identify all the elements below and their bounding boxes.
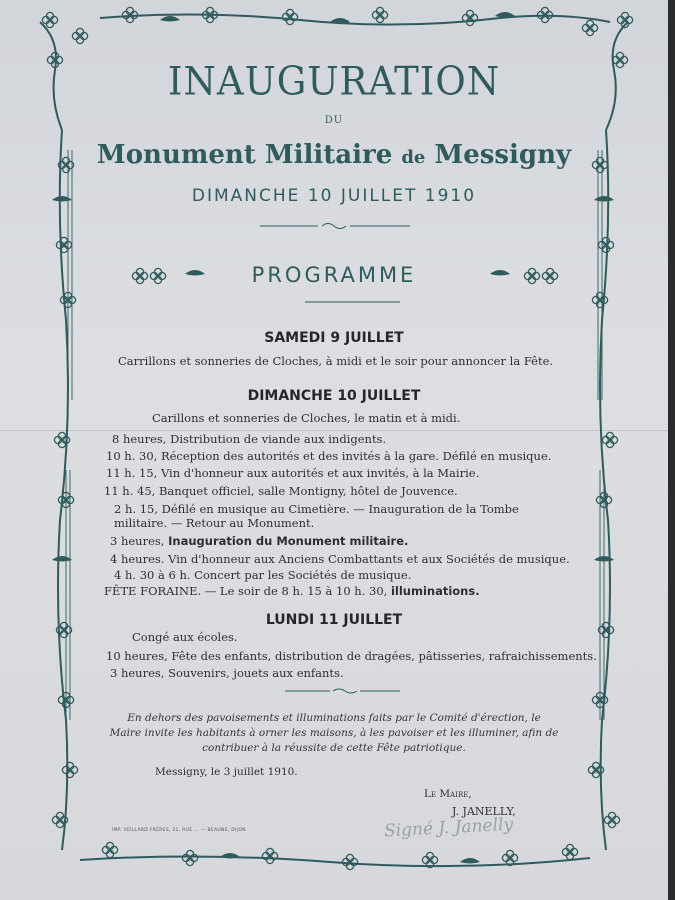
dimanche-line: 10 h. 30, Réception des autorités et des invités à la gare. Défilé en musique. <box>106 449 552 463</box>
poster-subtitle <box>0 140 668 170</box>
mayor-name: J. JANELLY, <box>452 805 516 818</box>
poster-du: DU <box>324 115 344 126</box>
programme-heading: PROGRAMME <box>251 263 417 287</box>
background-shadow <box>668 0 675 900</box>
dimanche-line: 4 heures. Vin d'honneur aux Anciens Combattants et aux Sociétés de musique. <box>110 552 570 566</box>
dateline: Messigny, le 3 juillet 1910. <box>155 766 298 778</box>
inauguration-time: 3 heures, <box>110 534 169 548</box>
dimanche-line: 8 heures, Distribution de viande aux indigents. <box>112 432 387 446</box>
dimanche-line: 2 h. 15, Défilé en musique au Cimetière. — Inauguration de la Tombe <box>114 502 519 516</box>
dimanche-line-inauguration <box>110 534 408 548</box>
lundi-line: 3 heures, Souvenirs, jouets aux enfants. <box>110 666 344 680</box>
subtitle-monument: Monument Militaire <box>96 140 402 170</box>
subtitle-de: de <box>401 147 426 168</box>
samedi-line: Carrillons et sonneries de Cloches, à midi et le soir pour annoncer la Fête. <box>118 354 554 368</box>
day-heading-samedi: SAMEDI 9 JUILLET <box>264 330 404 346</box>
printer-credit: IMP. VEILLARD FRÈRES, 21, RUE ... — BEAUNE, DIJON <box>112 828 246 833</box>
fete-foraine: FÊTE FORAINE. — Le soir de 8 h. 15 à 10 h. 30, <box>104 584 391 598</box>
dimanche-line-fete <box>104 584 480 598</box>
lundi-line: Congé aux écoles. <box>132 630 238 644</box>
dimanche-intro: Carillons et sonneries de Cloches, le matin et à midi. <box>152 411 461 425</box>
dimanche-line: 11 h. 45, Banquet officiel, salle Montigny, hôtel de Jouvence. <box>104 484 458 498</box>
subtitle-messigny: Messigny <box>425 140 572 170</box>
closing-paragraph-line: contribuer à la réussite de cette Fête patriotique. <box>202 742 466 754</box>
illuminations: illuminations. <box>390 584 480 598</box>
poster-date: DIMANCHE 10 JUILLET 1910 <box>191 186 477 206</box>
day-heading-dimanche: DIMANCHE 10 JUILLET <box>247 388 421 404</box>
lundi-line: 10 heures, Fête des enfants, distribution de dragées, pâtisseries, rafraichissements. <box>106 649 597 663</box>
day-heading-lundi: LUNDI 11 JUILLET <box>265 612 403 628</box>
dimanche-line: 4 h. 30 à 6 h. Concert par les Sociétés de musique. <box>114 568 412 582</box>
dimanche-line: 11 h. 15, Vin d'honneur aux autorités et aux invités, à la Mairie. <box>106 466 480 480</box>
poster-title: INAUGURATION <box>167 58 501 105</box>
le-maire: Le Maire, <box>424 788 472 800</box>
closing-paragraph-line: En dehors des pavoisements et illuminations faits par le Comité d'érection, le <box>127 712 541 724</box>
inauguration-event: Inauguration du Monument militaire. <box>168 534 409 548</box>
dimanche-line-cont: militaire. — Retour au Monument. <box>114 516 315 530</box>
closing-paragraph-line: Maire invite les habitants à orner les maisons, à les pavoiser et les illuminer, afin de <box>109 727 559 739</box>
handwritten-signature: Signé J. Janelly <box>383 814 514 842</box>
